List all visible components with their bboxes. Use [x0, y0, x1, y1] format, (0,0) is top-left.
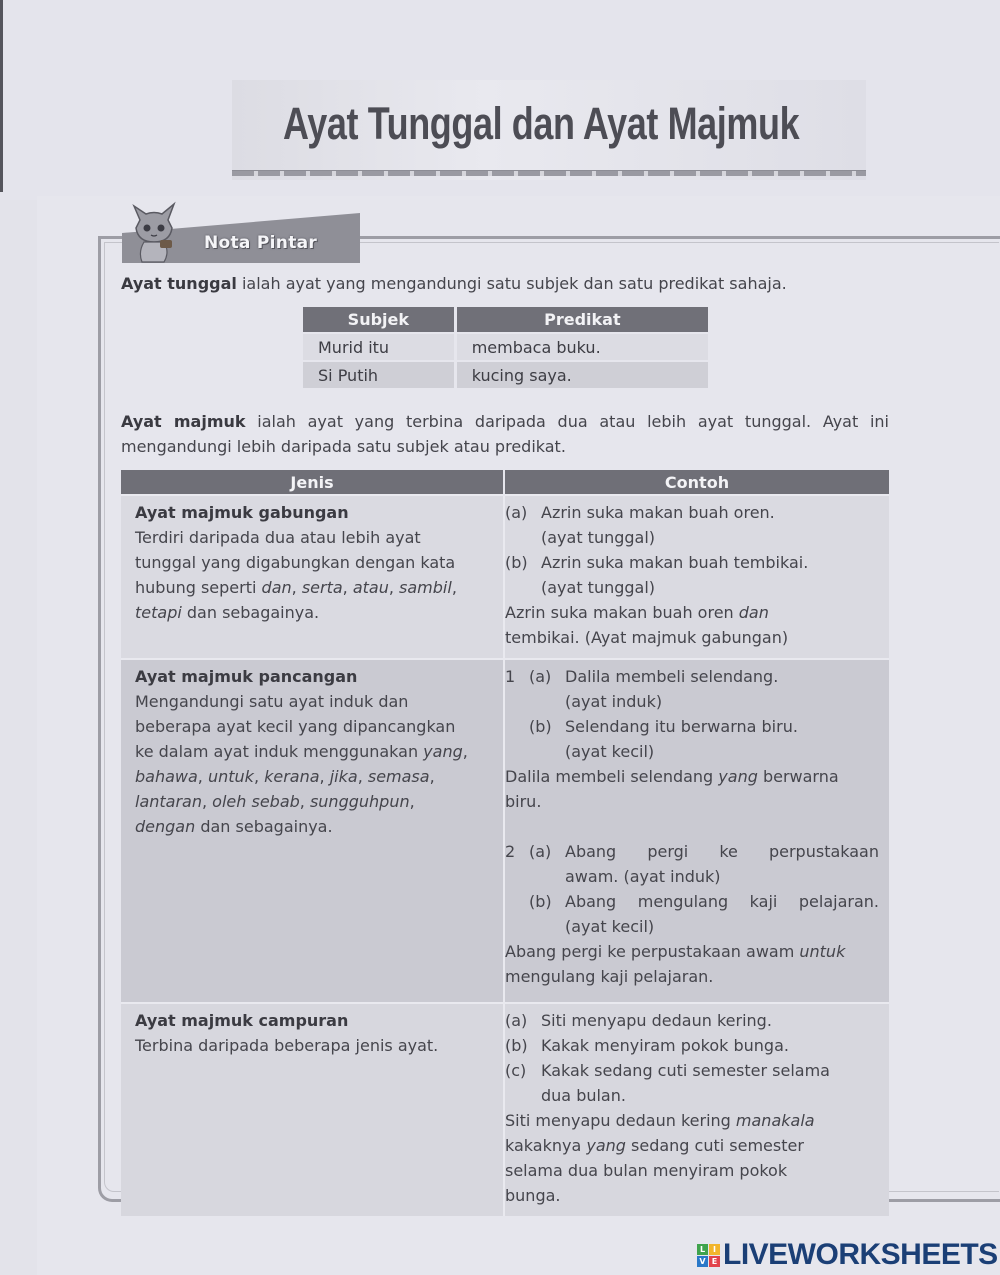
- table-row-pancangan: [121, 659, 889, 1003]
- cell-subjek: Murid itu: [303, 333, 455, 361]
- term-ayat-tunggal: Ayat tunggal: [121, 274, 237, 293]
- header-subjek: Subjek: [303, 307, 455, 333]
- header-jenis: Jenis: [121, 470, 504, 495]
- cat-mascot-icon: [124, 198, 184, 264]
- liveworksheets-wordmark: LIVEWORKSHEETS: [723, 1238, 998, 1271]
- cell-contoh: (a) Azrin suka makan buah oren. (ayat tunggal) (b) Azrin suka makan buah tembikai. (ayat tunggal) Azrin suka makan buah oren dan tembikai. (Ayat majmuk gabungan): [504, 495, 889, 659]
- sentence-types-table: [121, 470, 889, 1216]
- header-predikat: Predikat: [455, 307, 708, 333]
- intro-tunggal: Ayat tunggal ialah ayat yang mengandungi satu subjek dan satu predikat sahaja.: [121, 274, 787, 293]
- live-grid-icon: L I V E: [697, 1244, 720, 1267]
- table-header: [121, 470, 889, 495]
- table-row: [303, 361, 708, 388]
- subject-predicate-table: [303, 307, 708, 388]
- page-title: Ayat Tunggal dan Ayat Majmuk: [283, 98, 800, 149]
- header-contoh: Contoh: [504, 470, 889, 495]
- cell-predikat: membaca buku.: [455, 333, 708, 361]
- cell-jenis: Ayat majmuk campuran Terbina daripada beberapa jenis ayat.: [121, 1003, 504, 1216]
- table-row-campuran: [121, 1003, 889, 1216]
- cell-jenis: Ayat majmuk gabungan Terdiri daripada dua atau lebih ayat tunggal yang digabungkan dengan kata hubung seperti dan, serta, atau, sambil, tetapi dan sebagainya.: [121, 495, 504, 659]
- intro-majmuk: Ayat majmuk ialah ayat yang terbina daripada dua atau lebih ayat tunggal. Ayat ini mengandungi lebih daripada satu subjek atau predikat.: [121, 412, 889, 456]
- cell-contoh: 1 (a) Dalila membeli selendang. (ayat induk) (b) Selendang itu berwarna biru. (ayat kecil) Dalila membeli selendang yang berwarna biru. 2 (a) Abang pergi ke perpustakaan awam. (ayat induk) (b) Abang mengulang kaji pelajaran. (ayat kecil) Abang pergi ke perpustakaan awam untuk mengulang kaji pelajaran.: [504, 659, 889, 1003]
- cell-subjek: Si Putih: [303, 361, 455, 388]
- cell-predikat: kucing saya.: [455, 361, 708, 388]
- table-header: [303, 307, 708, 333]
- table-row: [303, 333, 708, 361]
- badge-label: Nota Pintar: [204, 233, 318, 253]
- table-row-gabungan: [121, 495, 889, 659]
- scan-edge: [0, 0, 3, 192]
- term-ayat-majmuk: Ayat majmuk: [121, 412, 246, 431]
- title-underline: [232, 170, 866, 176]
- liveworksheets-logo[interactable]: [697, 1238, 998, 1272]
- cell-contoh: (a) Siti menyapu dedaun kering. (b) Kakak menyiram pokok bunga. (c) Kakak sedang cuti semester selama dua bulan. Siti menyapu dedaun kering manakala kakaknya yang sedang cuti semester selama dua bulan menyiram pokok bunga.: [504, 1003, 889, 1216]
- cell-jenis: Ayat majmuk pancangan Mengandungi satu ayat induk dan beberapa ayat kecil yang dipancangkan ke dalam ayat induk menggunakan yang, bahawa, untuk, kerana, jika, semasa, lantaran, oleh sebab, sungguhpun, dengan dan sebagainya.: [121, 659, 504, 1003]
